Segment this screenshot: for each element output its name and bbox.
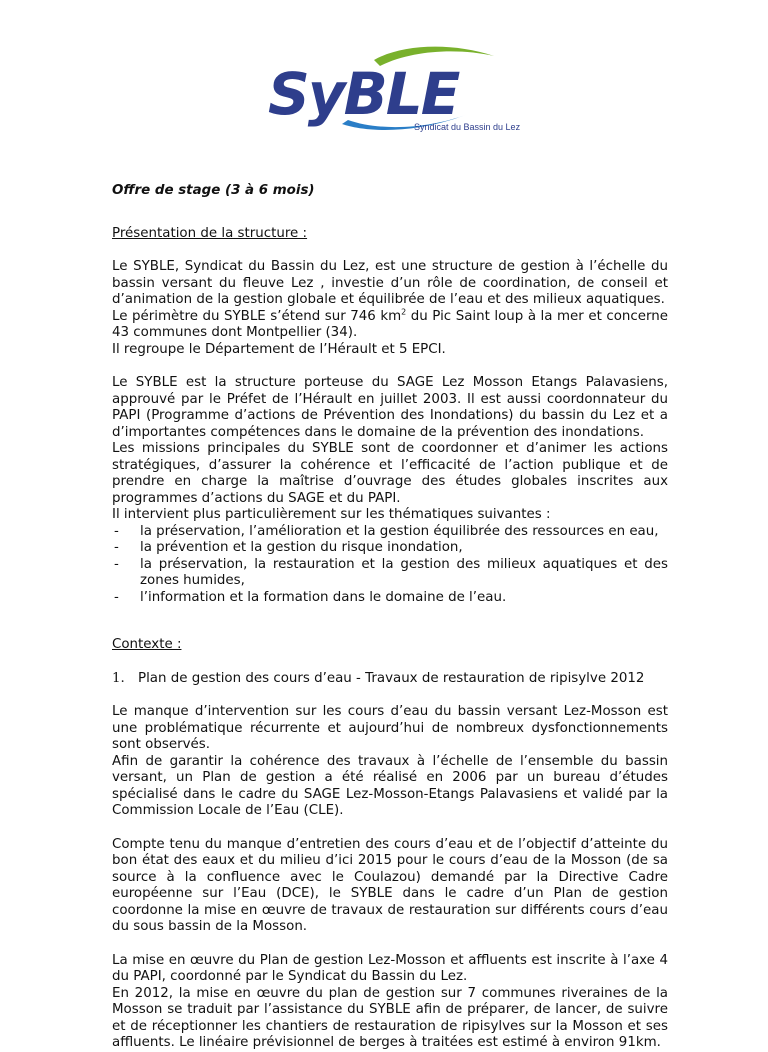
numbered-item [112,671,668,688]
paragraph: Il regroupe le Département de l’Hérault et 5 EPCI. [112,341,446,357]
paragraph: En 2012, la mise en œuvre du plan de gestion sur 7 communes riveraines de la Mosson se traduit par l’assistance du SYBLE afin de préparer, de lancer, de suivre et de réceptionner les chantiers de restauration de ripisylves sur la Mosson et ses affluents. Le linéaire prévisionnel de berges à traitées est estimé à environ 91km. [112,985,668,1050]
list-item: - la préservation, l’amélioration et la gestion équilibrée des ressources en eau, [114,523,659,539]
paragraph: La mise en œuvre du Plan de gestion Lez-Mosson et affluents est inscrite à l’axe 4 du PAPI, coordonné par le Syndicat du Bassin du Lez. [112,952,668,984]
list-item: - l’information et la formation dans le domaine de l’eau. [114,589,507,605]
list-item: - la préservation, la restauration et la gestion des milieux aquatiques et des zones humides, [114,556,668,588]
document-body [112,183,668,1052]
syble-logo [262,40,522,140]
paragraph: Le manque d’intervention sur les cours d’eau du bassin versant Lez-Mosson est une problématique récurrente et aujourd’hui de nombreux dysfonctionnements sont observés. [112,704,668,752]
paragraph: Le SYBLE est la structure porteuse du SAGE Lez Mosson Etangs Palavasiens, approuvé par le Préfet de l’Hérault en juillet 2003. Il est aussi coordonnateur du PAPI (Programme d’actions de Prévention des Inondations) du bassin du Lez et a d’importantes compétences dans le domaine de la prévention des inondations. [112,375,668,440]
paragraph: Le SYBLE, Syndicat du Bassin du Lez, est une structure de gestion à l’échelle du bassin versant du fleuve Lez , investie d’un rôle de coordination, de conseil et d’animation de la gestion globale et équilibrée de l’eau et des milieux aquatiques. [112,259,668,307]
section-heading-contexte: Contexte : [112,637,182,652]
paragraph: Il intervient plus particulièrement sur les thématiques suivantes : [112,507,551,522]
thematic-list [112,524,668,607]
paragraph-perimeter: Le périmètre du SYBLE s’étend sur 746 $km^2$ du Pic Saint loup à la mer et concerne 43 communes dont Montpellier (34). [112,307,668,340]
list-item: - la prévention et la gestion du risque inondation, [114,540,463,555]
paragraph: Les missions principales du SYBLE sont de coordonner et d’animer les actions stratégiques, d’assurer la cohérence et l’efficacité de l’action publique et de prendre en charge la maîtrise d’ouvrage des études globales inscrites aux programmes d’actions du SAGE et du PAPI. [112,441,668,506]
paragraph: Afin de garantir la cohérence des travaux à l’échelle de l’ensemble du bassin versant, un Plan de gestion a été réalisé en 2006 par un bureau d’études spécialisé dans le cadre du SAGE Lez-Mosson-Etangs Palavasiens et validé par la Commission Locale de l’Eau (CLE). [112,753,668,818]
section-heading-presentation: Présentation de la structure : [112,225,308,241]
paragraph: Compte tenu du manque d’entretien des cours d’eau et de l’objectif d’atteinte du bon état des eaux et du milieu d’ici 2015 pour le cours d’eau de la Mosson (de sa source à la confluence avec le Coulazou) demandé par la Directive Cadre européenne sur l’Eau (DCE), le SYBLE dans le cadre d’un Plan de gestion coordonne la mise en œuvre de travaux de restauration sur différents cours d’eau du sous bassin de la Mosson. [112,836,668,934]
item-number: 1. [112,670,125,686]
logo-tagline: Syndicat du Bassin du Lez [414,122,521,132]
offer-title: Offre de stage (3 à 6 mois) [112,183,315,198]
logo-wordmark: SyBLE [268,60,459,128]
item-text: Plan de gestion des cours d’eau - Travaux de restauration de ripisylve 2012 [138,670,645,686]
